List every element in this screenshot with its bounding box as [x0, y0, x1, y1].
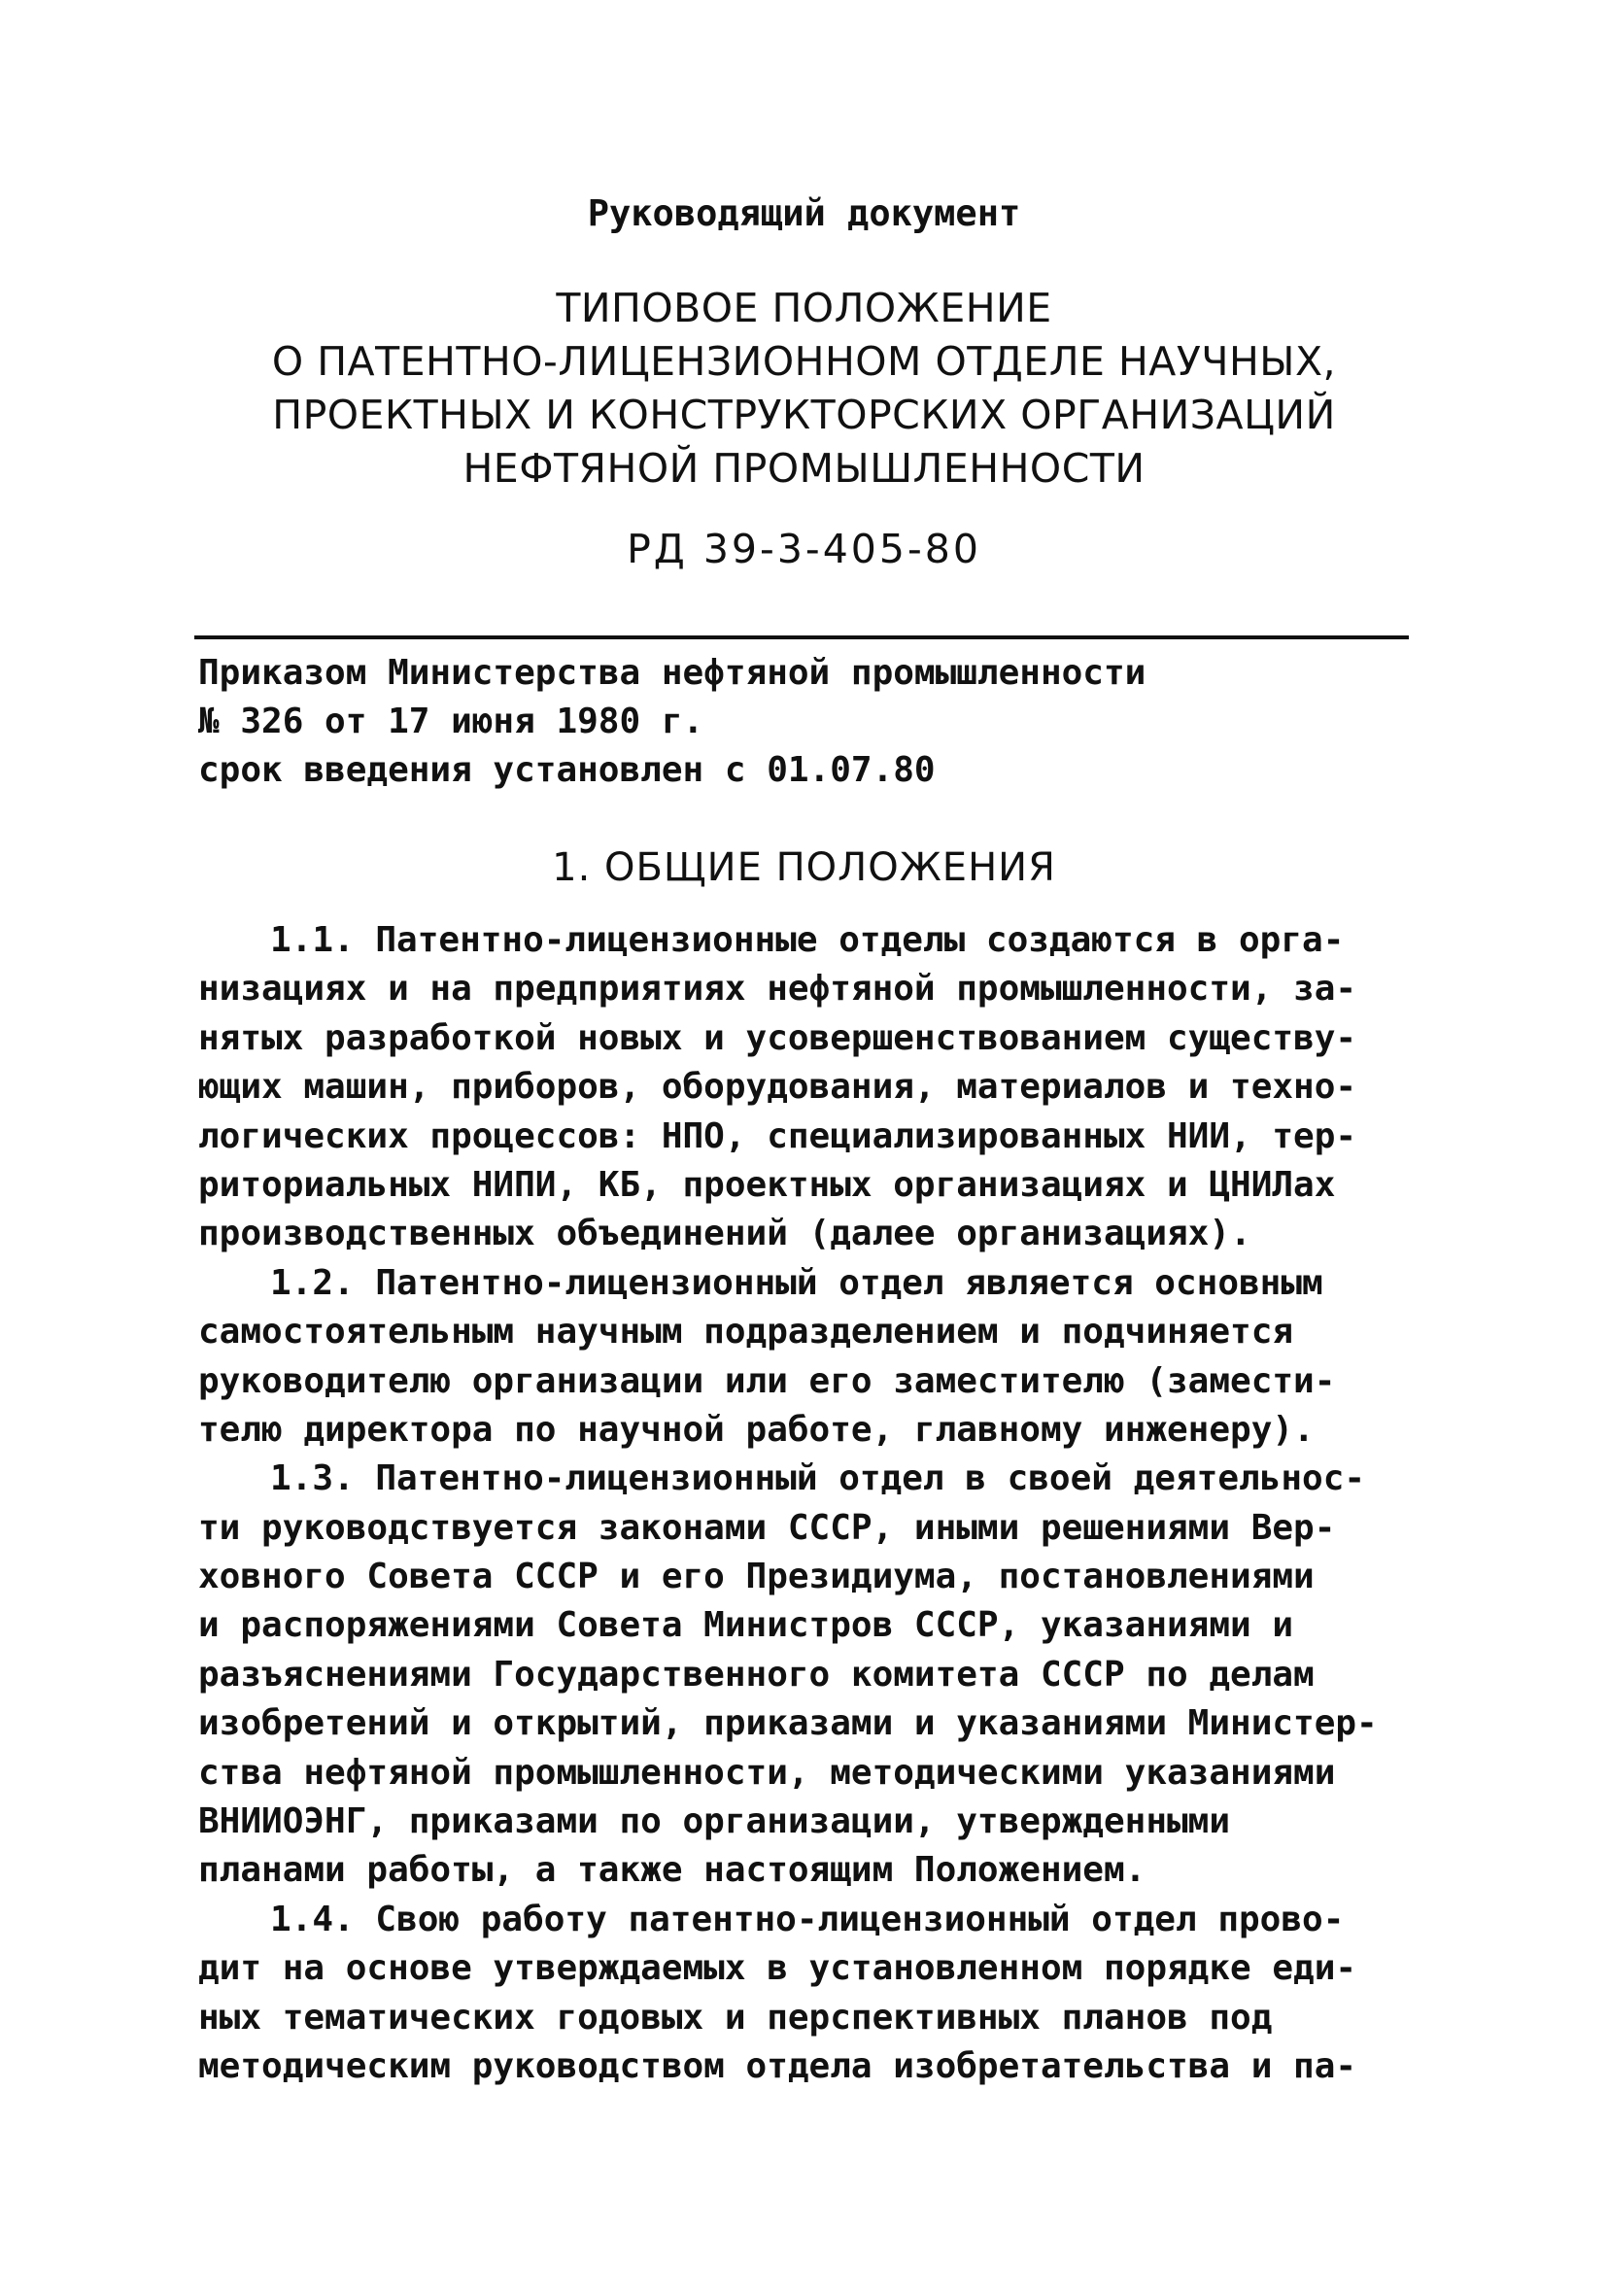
document-code: РД 39-3-405-80 [627, 526, 981, 572]
paragraph-line: ства нефтяной промышленности, методическими указаниями [198, 1752, 1336, 1793]
paragraph-line: низациях и на предприятиях нефтяной промышленности, за- [198, 969, 1357, 1010]
paragraph-line: разъяснениями Государственного комитета СССР по делам [198, 1654, 1315, 1695]
section-title: 1. ОБЩИЕ ПОЛОЖЕНИЯ [552, 845, 1056, 890]
order-info [198, 649, 1422, 795]
paragraph-line: ных тематических годовых и перспективных планов под [198, 1997, 1273, 2038]
paragraph-line: ти руководствуется законами СССР, иными решениями Вер- [198, 1507, 1336, 1548]
paragraph-line: изобретений и открытий, приказами и указаниями Министер- [198, 1703, 1378, 1744]
paragraph-line: планами работы, а также настоящим Положением. [198, 1850, 1146, 1891]
horizontal-rule [194, 635, 1409, 639]
title-line: О ПАТЕНТНО-ЛИЦЕНЗИОННОМ ОТДЕЛЕ НАУЧНЫХ, [271, 338, 1337, 385]
paragraph-line: ховного Совета СССР и его Президиума, постановлениями [198, 1557, 1315, 1597]
order-line: срок введения установлен с 01.07.80 [198, 750, 936, 790]
paragraph-line: и распоряжениями Совета Министров СССР, указаниями и [198, 1605, 1294, 1646]
paragraph-line: дит на основе утверждаемых в установленном порядке еди- [198, 1948, 1357, 1989]
paragraph-line: логических процессов: НПО, специализированных НИИ, тер- [198, 1115, 1357, 1156]
body-text [198, 916, 1471, 2091]
order-line: № 326 от 17 июня 1980 г. [198, 702, 704, 741]
paragraph-line: 1.1. Патентно-лицензионные отделы создаются в орга- [270, 920, 1345, 960]
paragraph-line: ВНИИОЭНГ, приказами по организации, утвержденными [198, 1801, 1231, 1842]
paragraph-line: 1.4. Свою работу патентно-лицензионный отдел прово- [270, 1899, 1345, 1939]
title-line: НЕФТЯНОЙ ПРОМЫШЛЕННОСТИ [462, 445, 1146, 492]
title-line: ПРОЕКТНЫХ И КОНСТРУКТОРСКИХ ОРГАНИЗАЦИЙ [272, 392, 1336, 438]
paragraph-line: нятых разработкой новых и усовершенствованием существу- [198, 1017, 1357, 1058]
paragraph-line: методическим руководством отдела изобретательства и па- [198, 2045, 1357, 2086]
paragraph-line: самостоятельным научным подразделением и подчиняется [198, 1312, 1294, 1353]
paragraph-line: ющих машин, приборов, оборудования, материалов и техно- [198, 1067, 1357, 1108]
paragraph-line: руководителю организации или его заместителю (замести- [198, 1360, 1336, 1401]
paragraph-line: телю директора по научной работе, главному инженеру). [198, 1409, 1315, 1450]
paragraph-line: 1.3. Патентно-лицензионный отдел в своей деятельнос- [270, 1458, 1366, 1499]
paragraph-line: риториальных НИПИ, КБ, проектных организациях и ЦНИЛах [198, 1164, 1336, 1205]
paragraph-line: производственных объединений (далее организациях). [198, 1214, 1251, 1254]
document-title [0, 282, 1608, 496]
title-line: ТИПОВОЕ ПОЛОЖЕНИЕ [556, 285, 1052, 331]
document-kind: Руководящий документ [587, 192, 1021, 234]
order-line: Приказом Министерства нефтяной промышленности [198, 653, 1146, 693]
paragraph-line: 1.2. Патентно-лицензионный отдел является основным [270, 1262, 1323, 1303]
